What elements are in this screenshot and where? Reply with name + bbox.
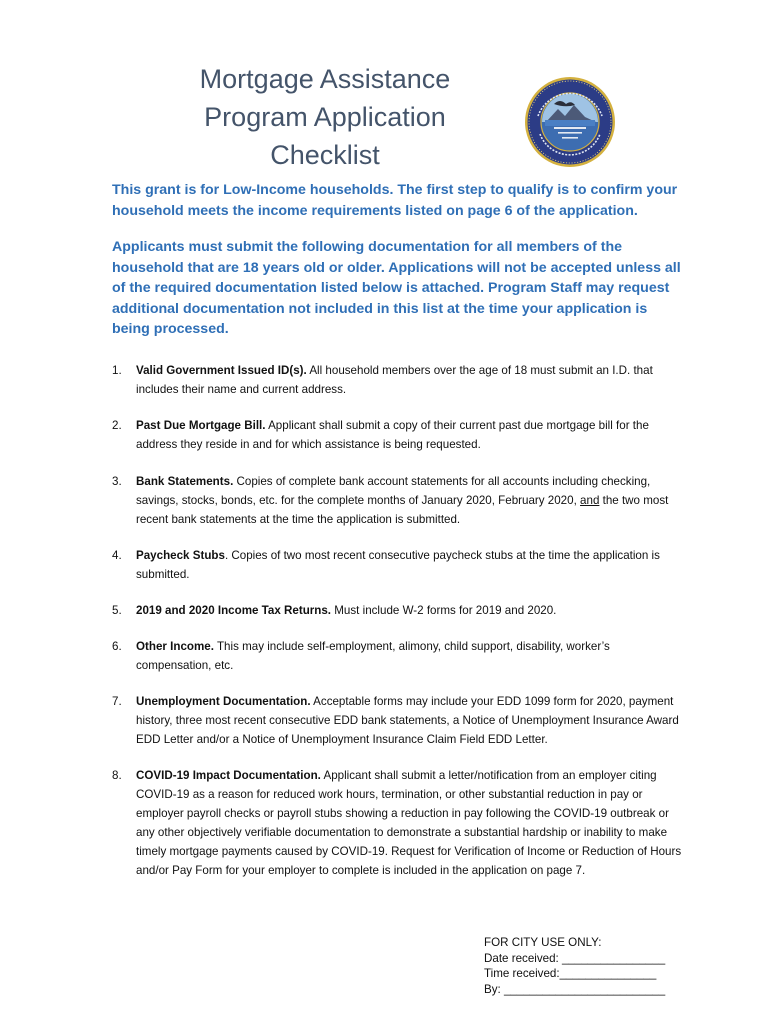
checklist-item-5 [112,601,687,620]
checklist-item-8 [112,766,687,880]
item-text: This may include self-employment, alimony, child support, disability, worker’s compensation, etc. [136,640,610,672]
item-text: Copies of complete bank account statements for all accounts including checking, savings, stocks, bonds, etc. for the complete months of January 2020, February 2020, [136,475,651,507]
item-number: 5. [112,604,122,617]
item-heading: 2019 and 2020 Income Tax Returns. [136,604,332,617]
item-heading: COVID-19 Impact Documentation. [136,769,321,782]
item-heading: Paycheck Stubs [136,549,225,562]
seal-graphic [524,76,616,168]
item-text: Applicant shall submit a letter/notification from an employer citing COVID-19 as a reason for reduced work hours, termination, or other substantial reduction in pay or employer payroll checks or payroll stubs showing a reduction in pay following the COVID-19 outbreak or any other objectively verifiable documentation to demonstrate a substantial hardship or inability to make timely mortgage payments caused by COVID-19. Request for Verification of Income or Reduction of Hours and/or Pay Form for your employer to complete is included in the application on page 7. [136,769,682,877]
item-text: Acceptable forms may include your EDD 1099 form for 2020, payment history, three most recent consecutive EDD bank statements, a Notice of Unemployment Insurance Award EDD Letter and/or a Notice of Unemployment Insurance Claim Field EDD Letter. [136,695,679,746]
item-number: 4. [112,549,122,562]
item-text-tail: the two most recent bank statements at the time the application is submitted. [136,494,669,526]
item-number: 1. [112,364,122,377]
item-heading: Bank Statements. [136,475,234,488]
checklist-item-4 [112,546,687,584]
item-text: . Copies of two most recent consecutive paycheck stubs at the time the application is submitted. [136,549,660,581]
date-received-line: Date received: ________________ [484,951,666,965]
item-heading: Valid Government Issued ID(s). [136,364,307,377]
item-number: 3. [112,475,122,488]
city-use-box [484,935,694,997]
time-received-line: Time received:_______________ [484,967,657,980]
item-number: 8. [112,769,122,782]
item-number: 2. [112,419,122,432]
title-line-2: Program Application [204,102,446,132]
item-heading: Past Due Mortgage Bill. [136,419,266,432]
item-underlined-word: and [580,494,600,507]
item-text: All household members over the age of 18 must submit an I.D. that includes their name and current address. [136,364,653,396]
item-heading: Other Income. [136,640,214,653]
checklist-item-6 [112,637,687,675]
item-number: 6. [112,640,122,653]
intro-documentation-note: Applicants must submit the following documentation for all members of the household that are 18 years old or older. Applications will not be accepted unless all of the required documentation listed below is attached. Program Staff may request additional documentation not included in this list at the time your application is being processed. [112,239,681,337]
item-number: 7. [112,695,122,708]
received-by-line: By: _________________________ [484,982,666,996]
title-line-1: Mortgage Assistance [199,64,451,94]
city-seal-icon [524,76,616,168]
checklist-item-3 [112,472,687,529]
checklist-item-1 [112,361,687,399]
item-heading: Unemployment Documentation. [136,695,311,708]
checklist-item-2 [112,416,687,454]
intro-income-note: This grant is for Low-Income households. The first step to qualify is to confirm your household meets the income requirements listed on page 6 of the application. [112,182,678,219]
city-use-heading: FOR CITY USE ONLY: [484,936,602,949]
title-line-3: Checklist [270,140,380,170]
checklist-item-7 [112,692,687,749]
page-title [160,60,490,174]
item-text: Must include W-2 forms for 2019 and 2020. [331,604,557,617]
item-text: Applicant shall submit a copy of their current past due mortgage bill for the address they reside in and for which assistance is being requested. [136,419,649,451]
documentation-checklist [112,361,687,880]
